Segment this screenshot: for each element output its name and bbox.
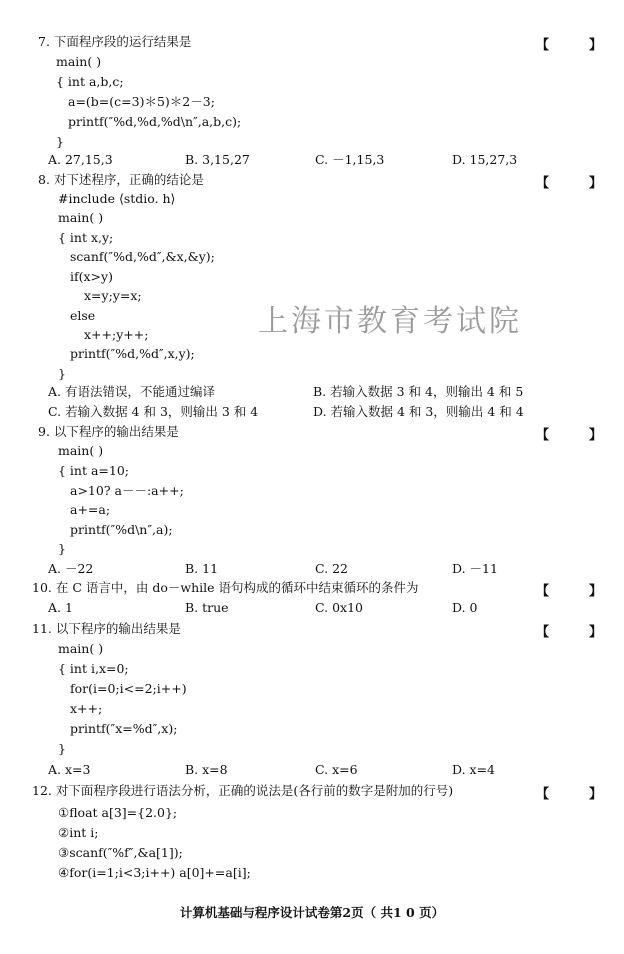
watermark: 上海市教育考试院 bbox=[258, 304, 522, 339]
answer-bracket-11: 【 】 bbox=[535, 625, 602, 640]
option-c: C. 若输入数据 4 和 3，则输出 3 和 4 bbox=[48, 404, 259, 419]
code-line: } bbox=[58, 366, 66, 381]
question-8-title: 8. 对下述程序，正确的结论是 bbox=[38, 172, 204, 187]
code-line: ②int i; bbox=[58, 825, 99, 840]
option-d: D. 0 bbox=[452, 600, 478, 615]
code-line: main( ) bbox=[58, 443, 104, 458]
code-line: { int x,y; bbox=[58, 230, 114, 245]
code-line: } bbox=[58, 741, 66, 756]
option-b: B. 3,15,27 bbox=[185, 152, 250, 167]
answer-bracket-10: 【 】 bbox=[535, 584, 602, 599]
code-line: { int a=10; bbox=[58, 463, 130, 478]
code-line: } bbox=[56, 134, 64, 149]
code-line: main( ) bbox=[56, 54, 102, 69]
option-c: C. 22 bbox=[315, 561, 348, 576]
code-line: for(i=0;i<=2;i++) bbox=[70, 681, 187, 696]
code-line: a=(b=(c=3)＊5)＊2－3; bbox=[68, 94, 215, 109]
option-d: D. 若输入数据 4 和 3，则输出 4 和 4 bbox=[313, 404, 524, 419]
question-10-title: 10. 在 C 语言中，由 do－while 语句构成的循环中结束循环的条件为 bbox=[32, 580, 419, 595]
code-line: ①float a[3]={2.0}; bbox=[58, 805, 178, 820]
code-line: scanf(″%d,%d″,&x,&y); bbox=[70, 249, 215, 264]
code-line: printf(″%d,%d,%d\n″,a,b,c); bbox=[68, 114, 242, 129]
option-b: B. 11 bbox=[185, 561, 219, 576]
option-d: D. －11 bbox=[452, 561, 498, 576]
option-c: C. －1,15,3 bbox=[315, 152, 385, 167]
code-line: ④for(i=1;i<3;i++) a[0]+=a[i]; bbox=[58, 865, 251, 880]
code-line: } bbox=[58, 541, 66, 556]
code-line: x=y;y=x; bbox=[84, 288, 142, 303]
code-line: printf(″%d,%d″,x,y); bbox=[70, 346, 195, 361]
option-a: A. 有语法错误，不能通过编译 bbox=[48, 384, 215, 399]
option-a: A. x=3 bbox=[48, 762, 91, 777]
code-line: #include ⟨stdio. h⟩ bbox=[58, 191, 176, 206]
code-line: { int a,b,c; bbox=[56, 74, 124, 89]
answer-bracket-8: 【 】 bbox=[535, 176, 602, 191]
option-b: B. x=8 bbox=[185, 762, 228, 777]
code-line: printf(″x=%d″,x); bbox=[70, 721, 178, 736]
question-9-title: 9. 以下程序的输出结果是 bbox=[38, 424, 179, 439]
answer-bracket-7: 【 】 bbox=[535, 38, 602, 53]
option-b: B. true bbox=[185, 600, 229, 615]
code-line: main( ) bbox=[58, 641, 104, 656]
code-line: main( ) bbox=[58, 210, 104, 225]
question-12-title: 12. 对下面程序段进行语法分析，正确的说法是(各行前的数字是附加的行号) bbox=[32, 783, 454, 798]
answer-bracket-9: 【 】 bbox=[535, 428, 602, 443]
code-line: a>10? a－－:a++; bbox=[70, 483, 184, 498]
code-line: x++;y++; bbox=[84, 327, 149, 342]
code-line: else bbox=[70, 308, 96, 323]
code-line: if(x>y) bbox=[70, 269, 113, 284]
code-line: printf(″%d\n″,a); bbox=[70, 522, 173, 537]
option-a: A. 1 bbox=[48, 600, 73, 615]
option-d: D. 15,27,3 bbox=[452, 152, 518, 167]
question-7-title: 7. 下面程序段的运行结果是 bbox=[38, 34, 192, 49]
code-line: a+=a; bbox=[70, 502, 111, 517]
option-c: C. 0x10 bbox=[315, 600, 363, 615]
code-line: x++; bbox=[70, 701, 103, 716]
option-a: A. －22 bbox=[48, 561, 94, 576]
code-line: ③scanf(″%f″,&a[1]); bbox=[58, 845, 183, 860]
option-d: D. x=4 bbox=[452, 762, 495, 777]
option-a: A. 27,15,3 bbox=[48, 152, 113, 167]
answer-bracket-12: 【 】 bbox=[535, 787, 602, 802]
question-11-title: 11. 以下程序的输出结果是 bbox=[32, 621, 181, 636]
page-footer: 计算机基础与程序设计试卷第2页（ 共1 0 页） bbox=[179, 905, 445, 920]
option-b: B. 若输入数据 3 和 4，则输出 4 和 5 bbox=[313, 384, 524, 399]
code-line: { int i,x=0; bbox=[58, 661, 129, 676]
option-c: C. x=6 bbox=[315, 762, 358, 777]
